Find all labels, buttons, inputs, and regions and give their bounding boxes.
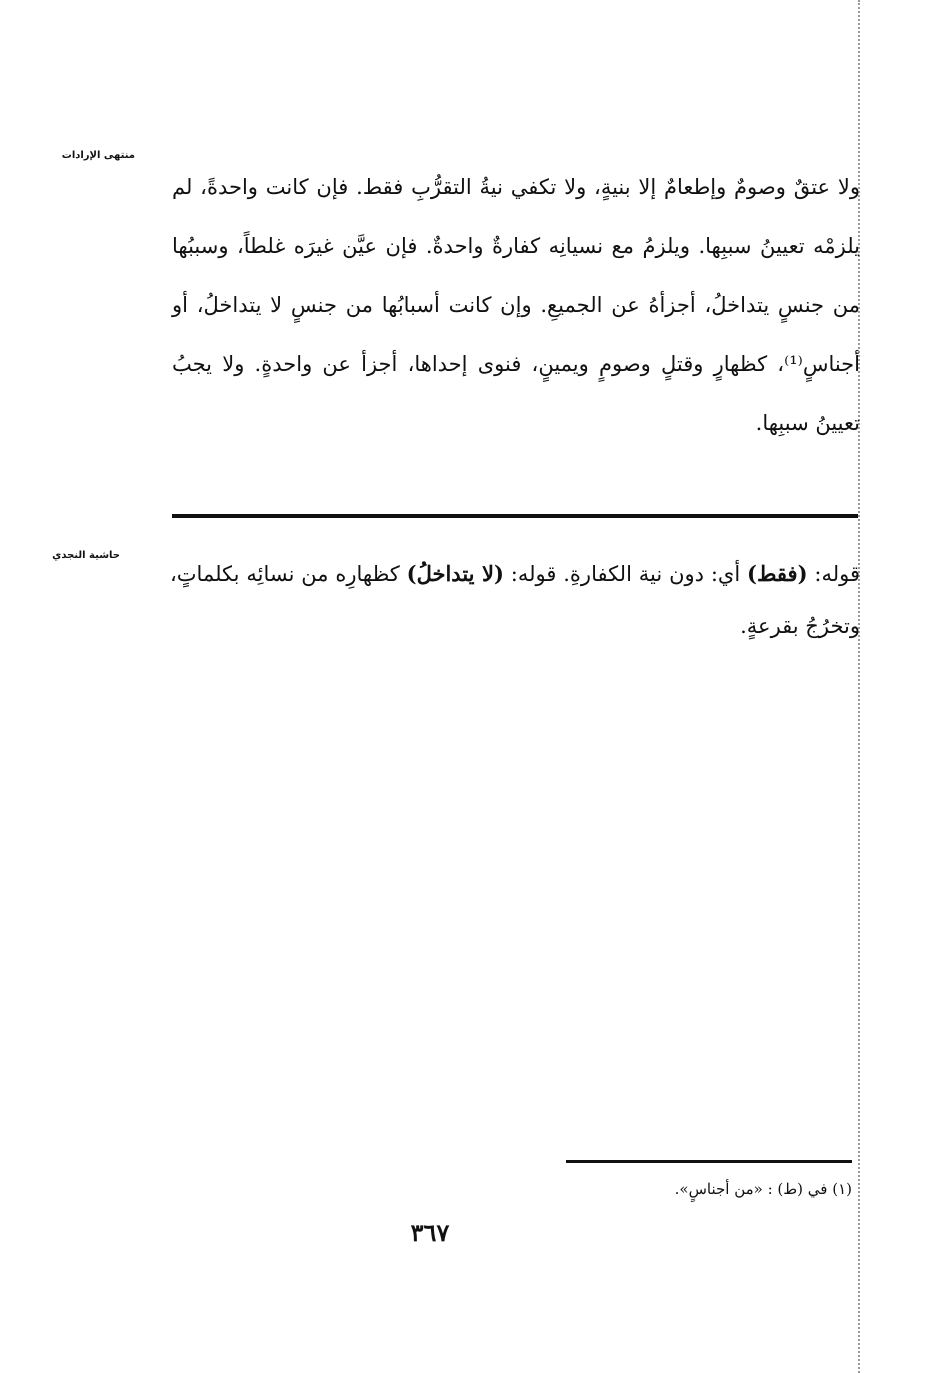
side-label-book-title: منتهى الإرادات <box>61 150 135 161</box>
footnote-divider <box>566 1160 852 1163</box>
commentary-paragraph <box>170 548 860 652</box>
footnote: (١) في (ط) : «من أجناسٍ». <box>674 1180 852 1198</box>
commentary-text-2: أي: دون نية الكفارةِ. قوله: <box>503 562 748 586</box>
section-divider <box>172 514 858 518</box>
commentary-term-2: (لا يتداخلُ) <box>406 561 504 586</box>
commentary-text-1: قوله: <box>807 562 860 586</box>
side-label-commentary-title: حاشية النجدي <box>52 550 120 561</box>
commentary-text-3: كظهارِه من نسائِه بكلماتٍ، وتخرُجُ بقرعةٍ. <box>170 562 860 638</box>
commentary-block <box>170 548 860 652</box>
main-paragraph: ولا عتقٌ وصومٌ وإطعامٌ إلا بنيةٍ، ولا تكفي نيةُ التقرُّبِ فقط. فإن كانت واحدةً، لم يلزمْه تعيينُ سببِها. ويلزمُ مع نسيانِه كفارةٌ واحدةٌ. فإن عيَّن غيرَه غلطاً، وسببُها من جنسٍ يتداخلُ، أجزأهُ عن الجميعِ. وإن كانت أسبابُها من جنسٍ لا يتداخلُ، أو أجناسٍ⁽¹⁾، كظهارٍ وقتلٍ وصومٍ ويمينٍ، فنوى إحداها، أجزأ عن واحدةٍ. ولا يجبُ تعيينُ سببِها. <box>172 175 860 435</box>
page-number: ٣٦٧ <box>410 1218 450 1247</box>
main-text-block <box>172 158 860 453</box>
commentary-term-1: (فقط) <box>747 561 808 586</box>
